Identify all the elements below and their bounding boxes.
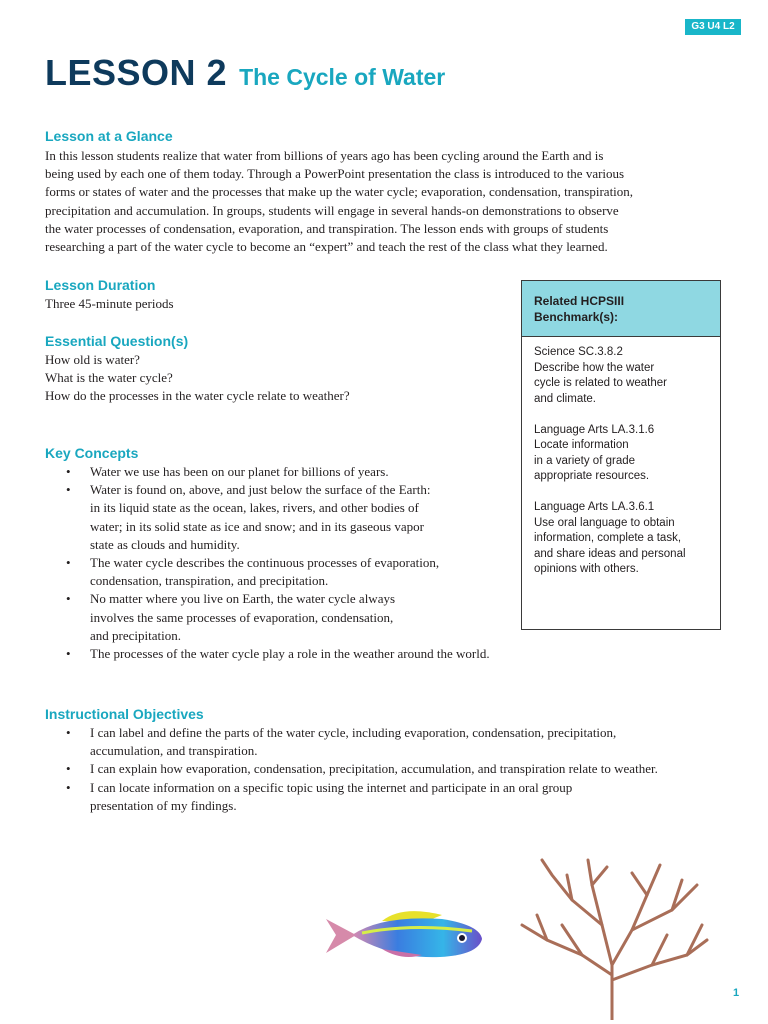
glance-heading: Lesson at a Glance — [45, 128, 173, 144]
bullet-icon: • — [66, 555, 71, 571]
glance-line: the water processes of condensation, evaporation, and transpiration. The lesson ends with groups of students — [45, 220, 609, 236]
coral-illustration — [512, 855, 712, 1020]
bullet-icon: • — [66, 779, 71, 795]
page-title — [45, 52, 445, 94]
list-item: • No matter where you live on Earth, the water cycle always involves the same processes of evaporation, condensation, and precipitation. — [66, 591, 396, 643]
duration-text: Three 45-minute periods — [45, 296, 174, 311]
concepts-heading: Key Concepts — [45, 445, 139, 461]
bullet-icon: • — [66, 646, 71, 662]
concepts-list — [45, 463, 490, 663]
benchmarks-heading: Related HCPSIII Benchmark(s): — [522, 281, 720, 337]
benchmark-item: Language Arts LA.3.1.6 Locate information in a variety of grade appropriate resources. — [534, 423, 655, 482]
bullet-icon: • — [66, 591, 71, 607]
question-line: How do the processes in the water cycle relate to weather? — [45, 388, 350, 404]
list-item: • The water cycle describes the continuous processes of evaporation, condensation, transpiration, and precipitation. — [66, 555, 440, 589]
benchmarks-box — [521, 280, 721, 630]
glance-line: being used by each one of them today. Through a PowerPoint presentation the class is introduced to the various — [45, 166, 625, 182]
list-item: • Water we use has been on our planet for billions of years. — [45, 463, 490, 481]
benchmark-item: Science SC.3.8.2 Describe how the water cycle is related to weather and climate. — [534, 346, 667, 405]
list-item: • The processes of the water cycle play a role in the weather around the world. — [45, 645, 490, 663]
list-item: • I can locate information on a specific topic using the internet and participate in an oral group presentation of my findings. — [66, 779, 573, 813]
objectives-heading: Instructional Objectives — [45, 706, 204, 722]
benchmarks-body — [522, 337, 720, 578]
list-item: • I can explain how evaporation, condensation, precipitation, accumulation, and transpiration relate to weather. — [45, 760, 658, 778]
essential-heading: Essential Question(s) — [45, 333, 189, 349]
bullet-icon: • — [66, 725, 71, 740]
lesson-name: The Cycle of Water — [239, 64, 446, 90]
question-line: What is the water cycle? — [45, 370, 173, 386]
glance-line: researching a part of the water cycle to become an “expert” and teach the rest of the class what they learned. — [45, 239, 608, 255]
glance-line: precipitation and accumulation. In groups, students will engage in several hands-on demonstrations to observe — [45, 202, 619, 218]
question-line: How old is water? — [45, 352, 140, 367]
bullet-icon: • — [66, 464, 71, 479]
bullet-icon: • — [66, 482, 71, 498]
list-item: • I can label and define the parts of the water cycle, including evaporation, condensation, precipitation, accumulation, and transpiration. — [66, 725, 617, 759]
glance-line: In this lesson students realize that water from billions of years ago has been cycling around the Earth and is — [45, 148, 604, 163]
duration-heading: Lesson Duration — [45, 277, 156, 293]
lesson-number: LESSON 2 — [45, 52, 228, 93]
essential-questions — [45, 351, 350, 406]
glance-paragraph — [45, 147, 633, 256]
benchmark-item: Language Arts LA.3.6.1 Use oral language to obtain information, complete a task, and share ideas and personal opinions with others. — [534, 501, 686, 575]
lesson-code-badge: G3 U4 L2 — [685, 19, 741, 35]
list-item: • Water is found on, above, and just below the surface of the Earth: in its liquid state as the ocean, lakes, rivers, and other bodies of water; in its solid state as ice and snow; and in its gaseous vapor state as clouds and humidity. — [66, 482, 431, 552]
page-number: 1 — [733, 987, 740, 999]
bullet-icon: • — [66, 761, 71, 777]
glance-line: forms or states of water and the processes that make up the water cycle; evaporation, condensation, transpiration, — [45, 184, 634, 200]
objectives-list — [45, 724, 658, 815]
fish-illustration — [322, 905, 487, 965]
